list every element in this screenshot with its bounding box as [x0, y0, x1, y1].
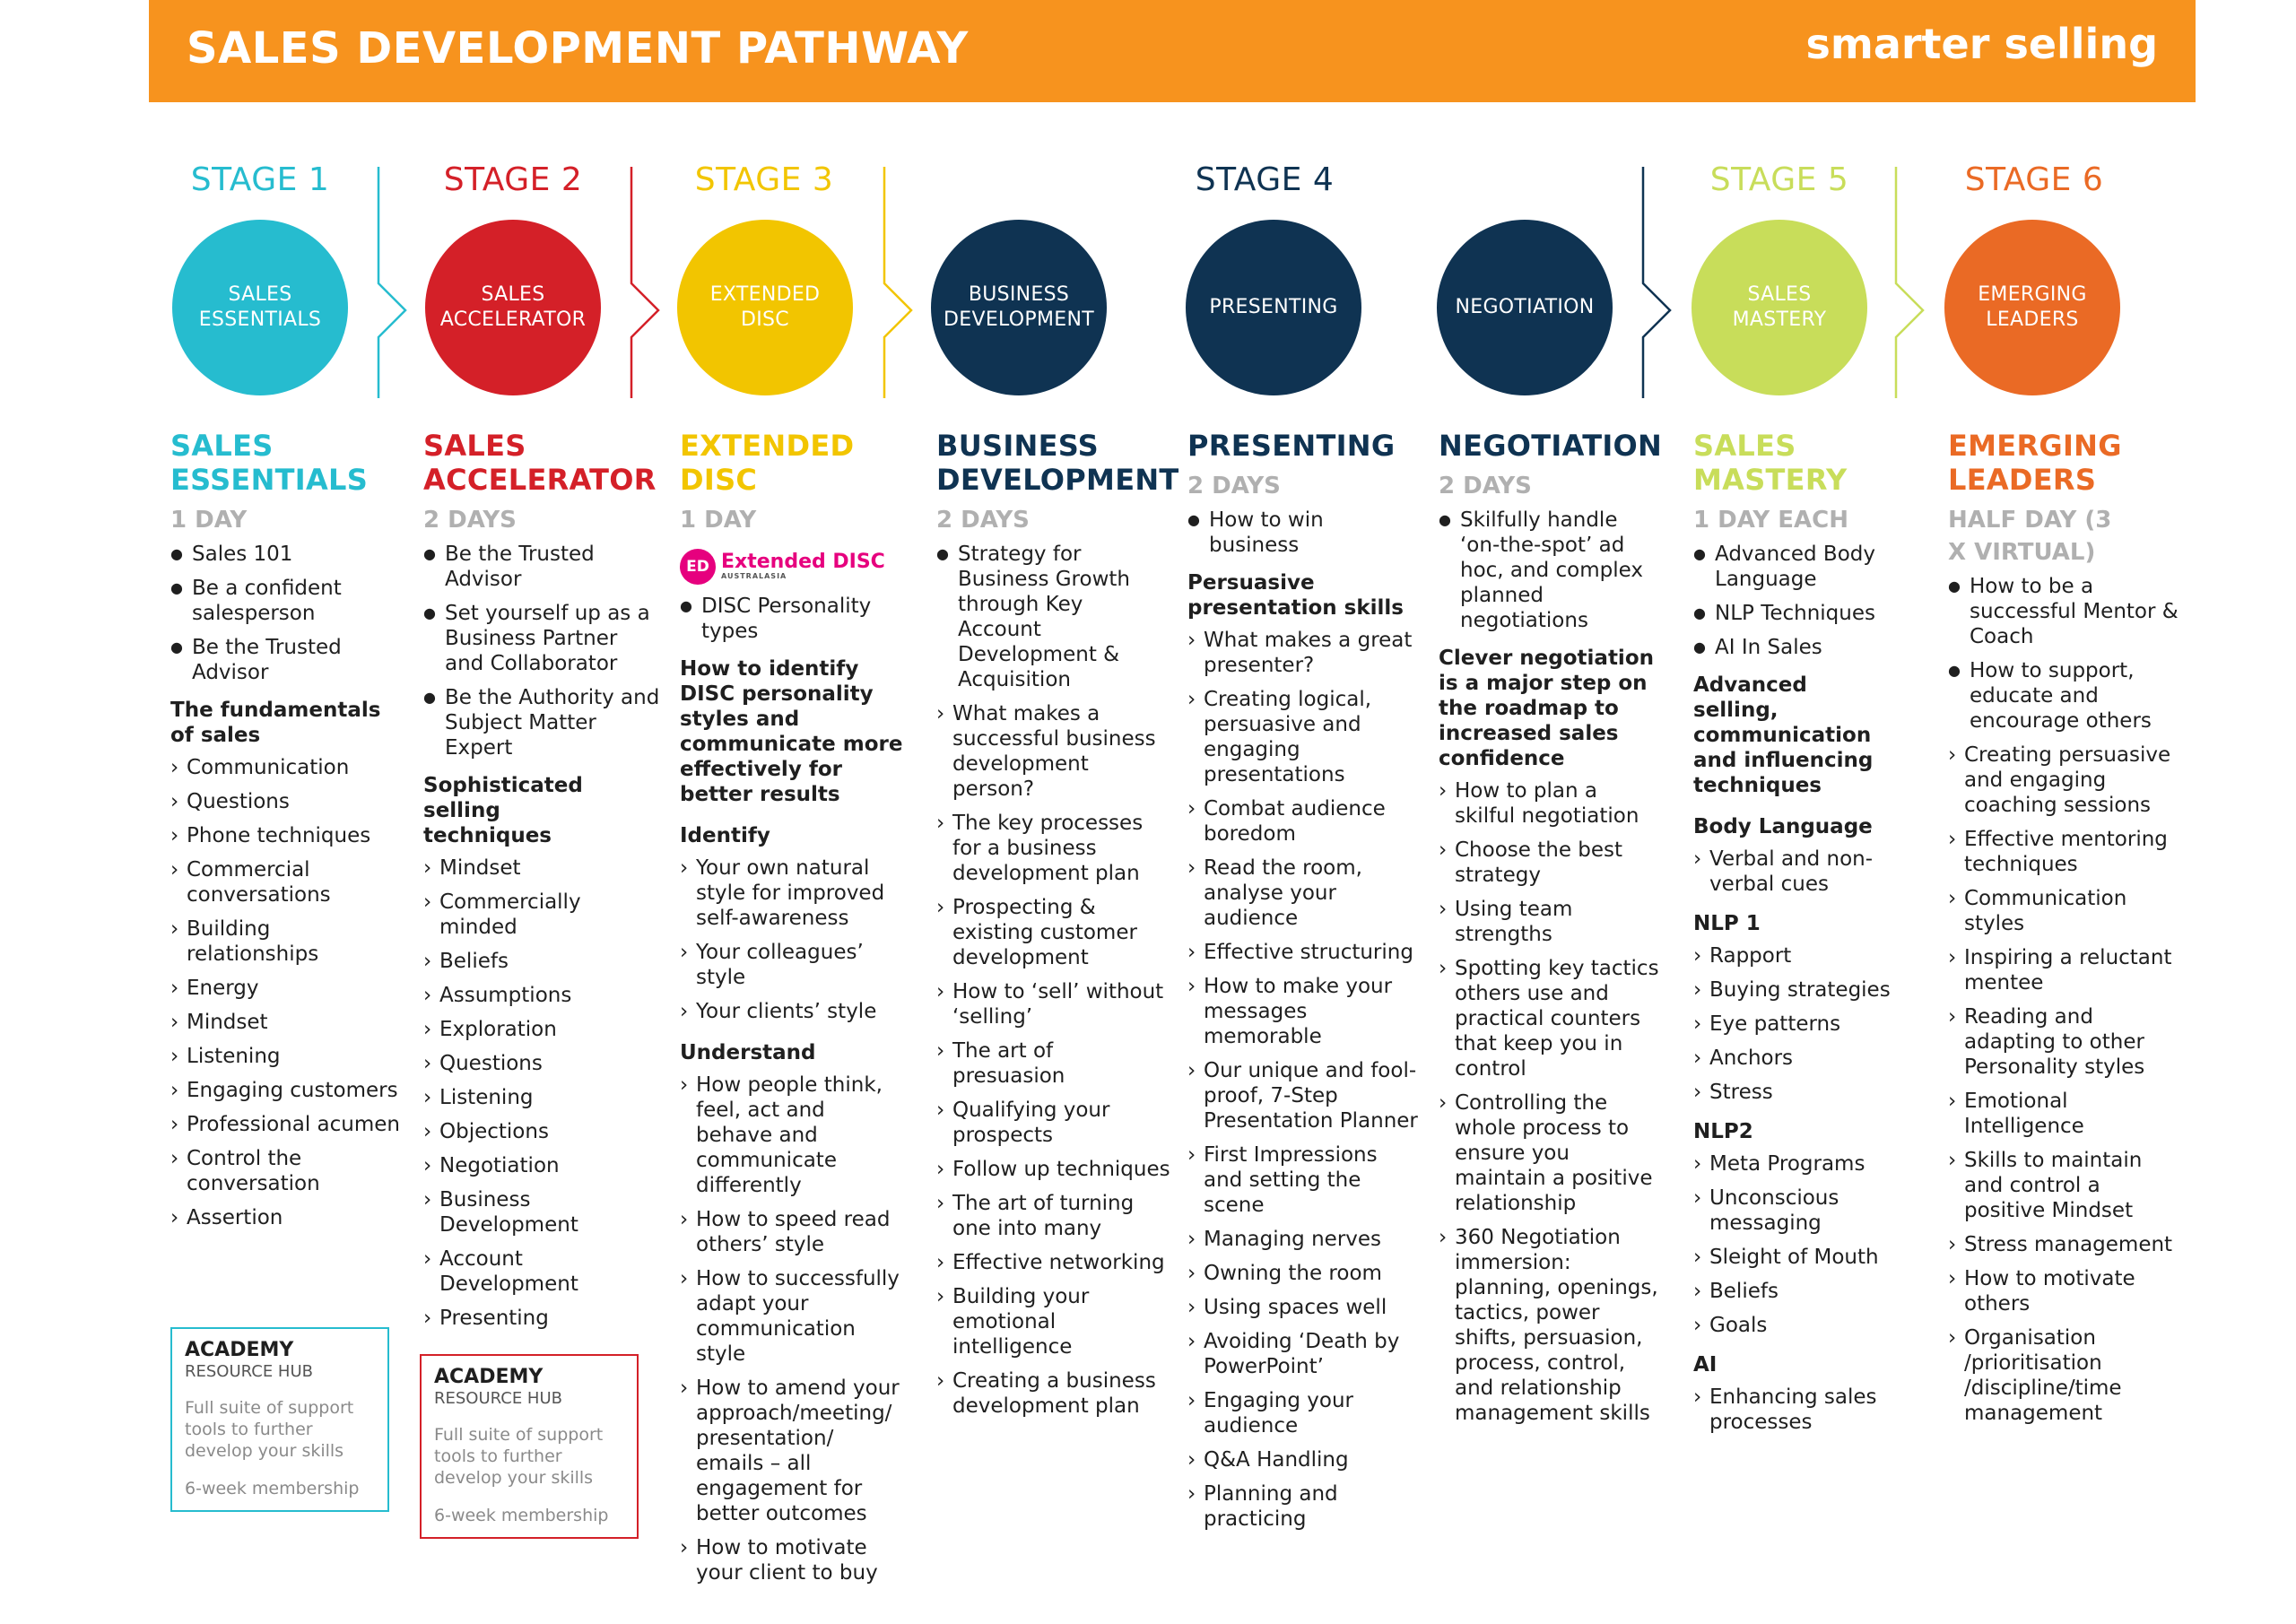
duration: 1 DAY — [680, 507, 757, 534]
list-item: › Goals — [1693, 1313, 1926, 1338]
column-title: BUSINESS DEVELOPMENT — [936, 429, 1179, 497]
list-item: › Presenting — [423, 1306, 660, 1331]
list-item: › Assumptions — [423, 983, 660, 1008]
list-item: › Reading and adapting to other Personality styles — [1948, 1004, 2185, 1080]
list-item: ● NLP Techniques — [1693, 601, 1926, 626]
circle-extended-disc — [677, 220, 853, 395]
list-item: › First Impressions and setting the scene — [1187, 1142, 1422, 1218]
circle-label: SALES ACCELERATOR — [439, 283, 587, 331]
brand-logo: smarter selling — [1805, 20, 2158, 68]
list-item: › Effective networking — [936, 1250, 1171, 1275]
list-item: › Objections — [423, 1119, 660, 1144]
list-item: › How to amend your approach/meeting/ presentation/ emails – all engagement for better outcomes — [680, 1376, 904, 1526]
bullet-list — [170, 542, 404, 685]
circle-sales-essentials — [172, 220, 348, 395]
column-title: NEGOTIATION — [1439, 429, 1663, 463]
list-item: › Creating persuasive and engaging coaching sessions — [1948, 743, 2185, 818]
subheading: How to identify DISC personality styles and communicate more effectively for better results — [680, 657, 903, 806]
column-sales-essentials — [170, 429, 404, 1239]
academy-desc: Full suite of support tools to further develop your skills — [434, 1425, 604, 1488]
list-item: › Q&A Handling — [1187, 1447, 1422, 1472]
subheading: Sophisticated selling techniques — [423, 774, 583, 847]
circle-label: EMERGING LEADERS — [1978, 283, 2087, 331]
list-item: › Mindset — [170, 1010, 404, 1035]
bullet-list — [936, 542, 1171, 692]
topic-list — [170, 755, 404, 1230]
stage-5-label: STAGE 5 — [1709, 161, 1849, 198]
group-heading: NLP2 — [1693, 1120, 1753, 1143]
list-item: › The art of turning one into many — [936, 1191, 1171, 1241]
list-item: ● Set yourself up as a Business Partner and Collaborator — [423, 601, 660, 676]
ed-logo-sub: AUSTRALASIA — [721, 572, 787, 580]
column-emerging-leaders — [1948, 429, 2185, 1435]
academy-hub: RESOURCE HUB — [434, 1389, 562, 1408]
academy-membership: 6-week membership — [185, 1479, 360, 1498]
subheading: Advanced selling, communication and influencing techniques — [1693, 673, 1874, 797]
column-title: EXTENDED DISC — [680, 429, 855, 497]
column-sales-mastery — [1693, 429, 1926, 1444]
list-item: › Managing nerves — [1187, 1227, 1422, 1252]
list-item: › What makes a successful business development person? — [936, 701, 1171, 802]
list-item: › Stress — [1693, 1080, 1926, 1105]
column-business-development — [936, 429, 1179, 1428]
list-item: › Creating logical, persuasive and engaging presentations — [1187, 687, 1422, 787]
subheading: Persuasive presentation skills — [1187, 571, 1404, 620]
group-heading: NLP 1 — [1693, 912, 1761, 935]
bullet-list — [423, 542, 660, 760]
academy-box — [170, 1327, 389, 1512]
list-item: › Your colleagues’ style — [680, 940, 904, 990]
column-sales-accelerator — [423, 429, 660, 1340]
topic-list — [1693, 1385, 1926, 1435]
list-item: › Building relationships — [170, 916, 404, 967]
topic-list — [680, 855, 904, 1024]
column-title: PRESENTING — [1187, 429, 1396, 463]
list-item: › Controlling the whole process to ensure you maintain a positive relationship — [1439, 1090, 1663, 1216]
subheading-understand: Understand — [680, 1041, 816, 1064]
bullet-list — [1948, 574, 2185, 734]
list-item: › Meta Programs — [1693, 1151, 1926, 1177]
separator-chevron — [377, 167, 409, 398]
list-item: › Inspiring a reluctant mentee — [1948, 945, 2185, 995]
list-item: › Communication styles — [1948, 886, 2185, 936]
duration: 1 DAY EACH — [1693, 507, 1848, 534]
topic-list — [423, 855, 660, 1331]
list-item: › Effective mentoring techniques — [1948, 827, 2185, 877]
topic-list — [1948, 743, 2185, 1426]
list-item: › How to motivate your client to buy — [680, 1535, 904, 1585]
column-title: SALES ESSENTIALS — [170, 429, 369, 497]
list-item: › Emotional Intelligence — [1948, 1089, 2185, 1139]
list-item: ● Advanced Body Language — [1693, 542, 1926, 592]
duration: 2 DAYS — [1439, 473, 1532, 499]
list-item: › How to speed read others’ style — [680, 1207, 904, 1257]
duration: HALF DAY (3 X VIRTUAL) — [1948, 507, 2112, 566]
circle-label: BUSINESS DEVELOPMENT — [944, 283, 1094, 331]
list-item: › Read the room, analyse your audience — [1187, 855, 1422, 931]
list-item: › Listening — [170, 1044, 404, 1069]
list-item: › Phone techniques — [170, 823, 404, 848]
list-item: › Qualifying your prospects — [936, 1098, 1171, 1148]
academy-membership: 6-week membership — [434, 1506, 609, 1525]
list-item: › Enhancing sales processes — [1693, 1385, 1926, 1435]
list-item: › Anchors — [1693, 1046, 1926, 1071]
list-item: ● Skilfully handle ‘on-the-spot’ ad hoc, and complex planned negotiations — [1439, 508, 1648, 633]
list-item: › Account Development — [423, 1246, 660, 1297]
separator-chevron — [883, 167, 915, 398]
list-item: › Commercially minded — [423, 890, 660, 940]
circle-sales-mastery — [1692, 220, 1867, 395]
list-item: › How to plan a skilful negotiation — [1439, 778, 1663, 829]
list-item: ● Be the Trusted Advisor — [423, 542, 660, 592]
separator-chevron — [1894, 167, 1926, 398]
list-item: › Follow up techniques — [936, 1157, 1171, 1182]
column-title: EMERGING LEADERS — [1948, 429, 2122, 497]
academy-hub: RESOURCE HUB — [185, 1362, 313, 1381]
group-heading: AI — [1693, 1353, 1718, 1376]
list-item: ● Be the Trusted Advisor — [170, 635, 404, 685]
circle-label: SALES ESSENTIALS — [198, 283, 322, 331]
list-item: ● Strategy for Business Growth through Key Account Development & Acquisition — [936, 542, 1137, 692]
duration: 2 DAYS — [1187, 473, 1281, 499]
list-item: › Eye patterns — [1693, 1012, 1926, 1037]
academy-desc: Full suite of support tools to further develop your skills — [185, 1398, 354, 1461]
list-item: › Questions — [170, 789, 404, 814]
column-negotiation — [1439, 429, 1663, 1435]
separator-chevron — [1641, 167, 1674, 398]
list-item: ● Sales 101 — [170, 542, 404, 567]
list-item: › Skills to maintain and control a positive Mindset — [1948, 1148, 2185, 1223]
list-item: › Engaging customers — [170, 1078, 404, 1103]
list-item: ● AI In Sales — [1693, 635, 1926, 660]
topic-list — [1439, 778, 1663, 1426]
circle-business-development — [931, 220, 1107, 395]
list-item: › Spotting key tactics others use and practical counters that keep you in control — [1439, 956, 1663, 1081]
list-item: › Buying strategies — [1693, 977, 1926, 1003]
column-extended-disc — [680, 429, 904, 1594]
page-title: SALES DEVELOPMENT PATHWAY — [187, 23, 969, 74]
ed-logo-text — [721, 552, 885, 581]
list-item: › Your clients’ style — [680, 999, 904, 1024]
stage-2-label: STAGE 2 — [443, 161, 583, 198]
list-item: › What makes a great presenter? — [1187, 628, 1422, 678]
list-item: › Professional acumen — [170, 1112, 404, 1137]
list-item: › Sleight of Mouth — [1693, 1245, 1926, 1270]
list-item: › Prospecting & existing customer development — [936, 895, 1171, 970]
column-title: SALES MASTERY — [1693, 429, 1848, 497]
topic-list — [1187, 628, 1422, 1532]
list-item: › Unconscious messaging — [1693, 1185, 1926, 1236]
list-item: › Engaging your audience — [1187, 1388, 1422, 1438]
duration: 2 DAYS — [936, 507, 1030, 534]
column-presenting — [1187, 429, 1422, 1541]
topic-list — [936, 701, 1171, 1419]
academy-title: ACADEMY — [185, 1339, 294, 1361]
bullet-list — [1439, 508, 1663, 633]
header-banner — [149, 0, 2196, 102]
circle-emerging-leaders — [1944, 220, 2120, 395]
list-item: › Listening — [423, 1085, 660, 1110]
list-item: › Avoiding ‘Death by PowerPoint’ — [1187, 1329, 1422, 1379]
list-item: › 360 Negotiation immersion: planning, openings, tactics, power shifts, persuasion, process, control, and relationship management skills — [1439, 1225, 1663, 1426]
duration: 2 DAYS — [423, 507, 517, 534]
circle-negotiation — [1437, 220, 1613, 395]
list-item: › Negotiation — [423, 1153, 660, 1178]
circle-label: PRESENTING — [1209, 296, 1338, 318]
list-item: › Commercial conversations — [170, 857, 404, 908]
list-item: › Business Development — [423, 1187, 660, 1238]
list-item: › Effective structuring — [1187, 940, 1422, 965]
extended-disc-logo — [680, 549, 904, 585]
stage-3-label: STAGE 3 — [694, 161, 834, 198]
list-item: ● How to win business — [1187, 508, 1361, 558]
list-item: › The art of presuasion — [936, 1038, 1171, 1089]
circle-sales-accelerator — [425, 220, 601, 395]
academy-title: ACADEMY — [434, 1366, 544, 1388]
stage-1-label: STAGE 1 — [190, 161, 330, 198]
circle-label: NEGOTIATION — [1455, 296, 1595, 318]
subheading: The fundamentals of sales — [170, 699, 381, 747]
list-item: › How to make your messages memorable — [1187, 974, 1422, 1049]
stage-6-label: STAGE 6 — [1964, 161, 2104, 198]
list-item: › Choose the best strategy — [1439, 838, 1663, 888]
list-item: ● Be the Authority and Subject Matter Expert — [423, 685, 660, 760]
list-item: › Communication — [170, 755, 404, 780]
list-item: › How to successfully adapt your communication style — [680, 1266, 904, 1367]
list-item: › The key processes for a business development plan — [936, 811, 1171, 886]
bullet-list — [680, 594, 904, 644]
list-item: › Using spaces well — [1187, 1295, 1422, 1320]
circle-label: SALES MASTERY — [1732, 283, 1827, 331]
circle-presenting — [1186, 220, 1361, 395]
list-item: › Stress management — [1948, 1232, 2185, 1257]
bullet-list — [1693, 542, 1926, 660]
list-item: › Verbal and non-verbal cues — [1693, 847, 1926, 897]
topic-list — [1693, 943, 1926, 1105]
list-item: › Assertion — [170, 1205, 404, 1230]
bullet-list — [1187, 508, 1422, 558]
ed-badge-icon: ED — [680, 549, 716, 585]
list-item: › Your own natural style for improved self-awareness — [680, 855, 904, 931]
column-title: SALES ACCELERATOR — [423, 429, 657, 497]
topic-list — [1693, 847, 1926, 897]
duration: 1 DAY — [170, 507, 248, 534]
list-item: › Exploration — [423, 1017, 660, 1042]
ed-logo-name: Extended DISC — [721, 551, 885, 573]
list-item: › Our unique and fool-proof, 7-Step Presentation Planner — [1187, 1058, 1422, 1133]
list-item: › Control the conversation — [170, 1146, 404, 1196]
circle-label: EXTENDED DISC — [709, 283, 821, 331]
list-item: › Energy — [170, 976, 404, 1001]
list-item: › Mindset — [423, 855, 660, 881]
list-item: › Rapport — [1693, 943, 1926, 968]
list-item: ● How to be a successful Mentor & Coach — [1948, 574, 2185, 649]
list-item: ● Be a confident salesperson — [170, 576, 404, 626]
academy-box — [420, 1354, 639, 1539]
list-item: › How to ‘sell’ without ‘selling’ — [936, 979, 1171, 1029]
topic-list — [1693, 1151, 1926, 1338]
list-item: › Creating a business development plan — [936, 1368, 1171, 1419]
list-item: › Building your emotional intelligence — [936, 1284, 1171, 1359]
list-item: › Owning the room — [1187, 1261, 1422, 1286]
stage-4-label: STAGE 4 — [1195, 161, 1335, 198]
topic-list — [680, 1073, 904, 1585]
list-item: ● DISC Personality types — [680, 594, 904, 644]
group-heading: Body Language — [1693, 815, 1873, 838]
list-item: › How to motivate others — [1948, 1266, 2185, 1316]
subheading-identify: Identify — [680, 824, 770, 847]
list-item: › Using team strengths — [1439, 897, 1663, 947]
list-item: › Beliefs — [423, 949, 660, 974]
list-item: › Organisation /prioritisation /discipline/time management — [1948, 1325, 2185, 1426]
separator-chevron — [630, 167, 662, 398]
list-item: › How people think, feel, act and behave and communicate differently — [680, 1073, 904, 1198]
list-item: ● How to support, educate and encourage others — [1948, 658, 2185, 734]
list-item: › Questions — [423, 1051, 660, 1076]
list-item: › Combat audience boredom — [1187, 796, 1422, 847]
subheading: Clever negotiation is a major step on the roadmap to increased sales confidence — [1439, 647, 1654, 770]
list-item: › Planning and practicing — [1187, 1481, 1422, 1532]
list-item: › Beliefs — [1693, 1279, 1926, 1304]
